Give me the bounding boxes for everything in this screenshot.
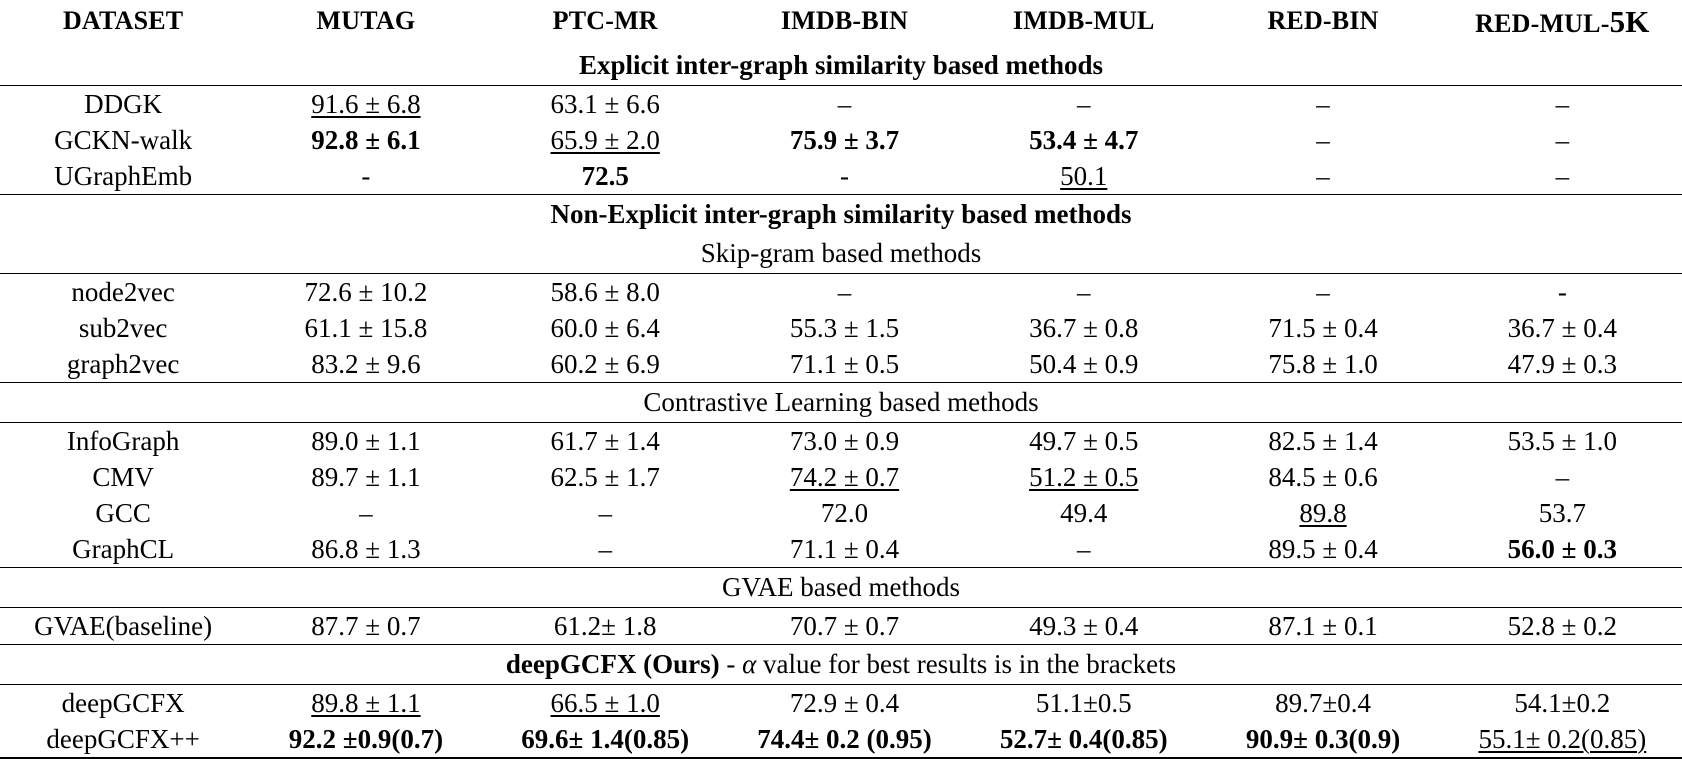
ours-caption-text: value for best results is in the brackets — [756, 649, 1177, 679]
cell-ugraphemb-ptcmr — [486, 158, 725, 195]
column-header-imdb-mul: IMDB-MUL — [1012, 6, 1155, 35]
cell-value: 51.2 ± 0.5 — [1029, 461, 1139, 492]
row-label-gcc: GCC — [95, 497, 151, 528]
cell-cmv-redbin: 84.5 ± 0.6 — [1268, 461, 1378, 492]
cell-sub2vec-redmul: 36.7 ± 0.4 — [1507, 312, 1617, 343]
table-row — [0, 346, 1682, 383]
cell-value: 75.9 ± 3.7 — [789, 124, 900, 155]
cell-ddgk-ptcmr: 63.1 ± 6.6 — [550, 88, 660, 119]
section-header-non-explicit — [0, 195, 1682, 235]
cell-infograph-redmul: 53.5 ± 1.0 — [1507, 425, 1617, 456]
section-header-skip-gram-label — [0, 234, 1682, 274]
cell-deepgcfx-ptcmr — [486, 685, 725, 722]
cell-node2vec-redbin: – — [1316, 276, 1330, 307]
cell-sub2vec-mutag: 61.1 ± 15.8 — [304, 312, 428, 343]
cell-value: 66.5 ± 1.0 — [550, 687, 660, 718]
cell-graph2vec-redmul: 47.9 ± 0.3 — [1443, 346, 1682, 383]
cell-infograph-imdbbin: 73.0 ± 0.9 — [789, 425, 900, 456]
cell-gvae-mutag: 87.7 ± 0.7 — [246, 608, 485, 645]
row-label-deepgcfx: deepGCFX — [61, 687, 185, 718]
cell-value: 53.4 ± 4.7 — [1029, 124, 1139, 155]
cell-value: 74.2 ± 0.7 — [789, 461, 900, 492]
table-row — [0, 608, 1682, 645]
cell-infograph-mutag: 89.0 ± 1.1 — [311, 425, 421, 456]
cell-graphcl-imdbbin: 71.1 ± 0.4 — [725, 531, 964, 568]
cell-gckn-imdbmul — [964, 122, 1203, 158]
table-row — [0, 423, 1682, 460]
cell-graphcl-imdbmul: – — [964, 531, 1203, 568]
cell-cmv-imdbbin — [725, 459, 964, 495]
section-text: GVAE based methods — [722, 572, 960, 602]
cell-graph2vec-redbin: 75.8 ± 1.0 — [1203, 346, 1442, 383]
column-header-red-bin: RED-BIN — [1267, 6, 1379, 35]
cell-value: 89.8 — [1299, 497, 1347, 528]
ours-title-text: deepGCFX (Ours) — [505, 649, 720, 679]
table-row — [0, 310, 1682, 346]
cell-gcc-redbin — [1203, 495, 1442, 531]
section-header-explicit-label — [0, 46, 1682, 86]
row-label-graph2vec: graph2vec — [0, 346, 246, 383]
column-header-mutag: MUTAG — [316, 6, 416, 35]
table-row — [0, 531, 1682, 568]
cell-ugraphemb-imdbbin: - — [725, 158, 964, 195]
cell-gckn-redmul: – — [1555, 124, 1570, 155]
cell-ddgk-redbin: – — [1316, 88, 1330, 119]
row-label-graphcl: GraphCL — [0, 531, 246, 568]
section-header-ours-label — [0, 645, 1682, 685]
cell-graphcl-redbin: 89.5 ± 0.4 — [1203, 531, 1442, 568]
cell-ddgk-mutag — [246, 86, 485, 123]
row-label-gckn-walk: GCKN-walk — [54, 124, 193, 155]
section-text: Skip-gram based methods — [700, 238, 982, 268]
cell-deepgcfxpp-redmul — [1443, 721, 1682, 758]
cell-cmv-redmul: – — [1555, 461, 1570, 492]
section-header-contrastive — [0, 383, 1682, 423]
ours-separator-text: - — [719, 649, 743, 679]
row-label-ugraphemb: UGraphEmb — [0, 158, 246, 195]
cell-gckn-redbin: – — [1316, 124, 1330, 155]
cell-cmv-mutag: 89.7 ± 1.1 — [311, 461, 421, 492]
cell-infograph-ptcmr: 61.7 ± 1.4 — [550, 425, 660, 456]
row-label-deepgcfx-pp: deepGCFX++ — [0, 721, 246, 758]
cell-ddgk-imdbbin: – — [837, 88, 852, 119]
cell-value: 74.4± 0.2 (0.95) — [757, 723, 932, 754]
cell-graph2vec-ptcmr: 60.2 ± 6.9 — [486, 346, 725, 383]
cell-gcc-imdbmul: 49.4 — [1060, 497, 1108, 528]
column-header-dataset: DATASET — [62, 6, 184, 35]
cell-infograph-redbin: 82.5 ± 1.4 — [1268, 425, 1378, 456]
cell-node2vec-mutag: 72.6 ± 10.2 — [304, 276, 428, 307]
column-header-imdb-bin: IMDB-BIN — [780, 6, 909, 35]
table-row — [0, 721, 1682, 758]
cell-graph2vec-imdbmul: 50.4 ± 0.9 — [964, 346, 1203, 383]
cell-sub2vec-imdbmul: 36.7 ± 0.8 — [1029, 312, 1139, 343]
cell-value: 69.6± 1.4(0.85) — [521, 723, 690, 754]
cell-node2vec-imdbmul: – — [1077, 276, 1091, 307]
cell-gcc-imdbbin: 72.0 — [820, 497, 869, 528]
cell-node2vec-redmul: - — [1557, 276, 1567, 307]
red-mul-prefix-text: RED-MUL- — [1475, 8, 1610, 38]
cell-graphcl-ptcmr: – — [486, 531, 725, 568]
cell-deepgcfx-redbin: 89.7±0.4 — [1275, 687, 1371, 718]
cell-gcc-mutag: – — [359, 497, 373, 528]
cell-value: 50.1 — [1060, 160, 1108, 191]
cell-graph2vec-mutag: 83.2 ± 9.6 — [246, 346, 485, 383]
cell-gckn-ptcmr — [486, 122, 725, 158]
cell-deepgcfxpp-imdbbin — [725, 721, 964, 758]
cell-value: 89.8 ± 1.1 — [311, 687, 421, 718]
table-row — [0, 495, 1682, 531]
cell-value: 56.0 ± 0.3 — [1507, 533, 1617, 564]
row-label-node2vec: node2vec — [71, 276, 175, 307]
table-row — [0, 274, 1682, 311]
cell-ddgk-redmul: – — [1555, 88, 1570, 119]
cell-deepgcfx-imdbbin: 72.9 ± 0.4 — [789, 687, 900, 718]
cell-deepgcfx-mutag — [246, 685, 485, 722]
column-header-red-mul-5k — [1443, 0, 1682, 46]
table-header-row — [0, 0, 1682, 46]
cell-deepgcfx-redmul: 54.1±0.2 — [1514, 687, 1611, 718]
cell-ugraphemb-redbin: – — [1203, 158, 1442, 195]
column-header-ptc-mr: PTC-MR — [552, 6, 658, 35]
section-header-ours — [0, 645, 1682, 685]
table-row — [0, 685, 1682, 722]
cell-gvae-ptcmr: 61.2± 1.8 — [486, 608, 725, 645]
table-row — [0, 122, 1682, 158]
cell-graph2vec-imdbbin: 71.1 ± 0.5 — [725, 346, 964, 383]
cell-gckn-mutag — [246, 122, 485, 158]
section-text: Explicit inter-graph similarity based methods — [579, 50, 1103, 80]
cell-deepgcfxpp-mutag — [246, 721, 485, 758]
cell-value: 92.8 ± 6.1 — [311, 124, 421, 155]
cell-sub2vec-ptcmr: 60.0 ± 6.4 — [550, 312, 660, 343]
section-header-gvae — [0, 568, 1682, 608]
cell-ugraphemb-redmul: – — [1443, 158, 1682, 195]
red-mul-suffix-text: 5K — [1609, 3, 1650, 39]
cell-gvae-imdbmul: 49.3 ± 0.4 — [964, 608, 1203, 645]
cell-gvae-imdbbin: 70.7 ± 0.7 — [725, 608, 964, 645]
cell-value: 90.9± 0.3(0.9) — [1245, 723, 1401, 754]
cell-deepgcfxpp-ptcmr — [486, 721, 725, 758]
cell-value: 52.7± 0.4(0.85) — [999, 723, 1168, 754]
cell-ddgk-imdbmul: – — [1077, 88, 1091, 119]
cell-gcc-redmul: 53.7 — [1538, 497, 1586, 528]
alpha-symbol: α — [742, 649, 757, 679]
table-row — [0, 158, 1682, 195]
cell-ugraphemb-imdbmul — [964, 158, 1203, 195]
cell-sub2vec-imdbbin: 55.3 ± 1.5 — [789, 312, 900, 343]
cell-cmv-ptcmr: 62.5 ± 1.7 — [550, 461, 660, 492]
row-label-infograph: InfoGraph — [66, 425, 180, 456]
cell-graphcl-redmul — [1443, 531, 1682, 568]
section-header-contrastive-label — [0, 383, 1682, 423]
cell-infograph-imdbmul: 49.7 ± 0.5 — [1029, 425, 1139, 456]
table-row — [0, 86, 1682, 123]
cell-value: 65.9 ± 2.0 — [550, 124, 660, 155]
cell-gckn-imdbbin — [725, 122, 964, 158]
cell-deepgcfxpp-imdbmul — [964, 721, 1203, 758]
cell-gvae-redmul: 52.8 ± 0.2 — [1443, 608, 1682, 645]
row-label-sub2vec: sub2vec — [78, 312, 168, 343]
cell-value: 92.2 ±0.9(0.7) — [288, 723, 444, 754]
cell-deepgcfxpp-redbin — [1203, 721, 1442, 758]
section-header-explicit — [0, 46, 1682, 86]
cell-node2vec-imdbbin: – — [837, 276, 852, 307]
row-label-cmv: CMV — [92, 461, 154, 492]
cell-ugraphemb-mutag: - — [246, 158, 485, 195]
row-label-gvae-baseline: GVAE(baseline) — [0, 608, 246, 645]
cell-cmv-imdbmul — [964, 459, 1203, 495]
cell-graphcl-mutag: 86.8 ± 1.3 — [246, 531, 485, 568]
section-header-skip-gram — [0, 234, 1682, 274]
section-text: Contrastive Learning based methods — [643, 387, 1039, 417]
cell-value: 55.1± 0.2(0.85) — [1478, 723, 1647, 754]
cell-value: 72.5 — [581, 160, 629, 191]
cell-value: 91.6 ± 6.8 — [311, 88, 421, 119]
cell-deepgcfx-imdbmul: 51.1±0.5 — [1035, 687, 1132, 718]
section-header-non-explicit-label — [0, 195, 1682, 235]
row-label-ddgk: DDGK — [84, 88, 163, 119]
cell-gcc-ptcmr: – — [598, 497, 612, 528]
cell-sub2vec-redbin: 71.5 ± 0.4 — [1268, 312, 1378, 343]
table-row — [0, 459, 1682, 495]
section-text: Non-Explicit inter-graph similarity based methods — [550, 199, 1132, 229]
section-header-gvae-label — [0, 568, 1682, 608]
cell-gvae-redbin: 87.1 ± 0.1 — [1203, 608, 1442, 645]
cell-node2vec-ptcmr: 58.6 ± 8.0 — [550, 276, 660, 307]
